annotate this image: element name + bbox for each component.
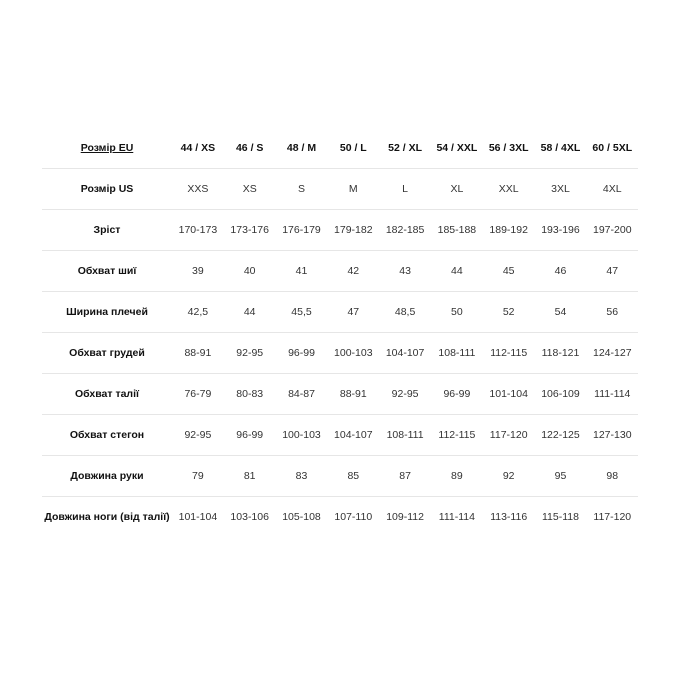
- table-cell: 42,5: [172, 292, 224, 333]
- header-size: 58 / 4XL: [535, 128, 587, 169]
- table-cell: 4XL: [586, 169, 638, 210]
- table-cell: 104-107: [379, 333, 431, 374]
- table-cell: 44: [431, 251, 483, 292]
- table-cell: 107-110: [334, 511, 373, 523]
- table-cell: 185-188: [431, 210, 483, 251]
- table-cell: 95: [535, 456, 587, 497]
- table-cell: 106-109: [535, 374, 587, 415]
- table-row: [42, 497, 638, 538]
- corner-label-eu-size: Розмір EU: [42, 128, 172, 169]
- table-cell: 50: [431, 292, 483, 333]
- table-cell: 117-120: [593, 511, 632, 523]
- table-cell: 47: [586, 251, 638, 292]
- table-cell: 111-114: [438, 511, 475, 523]
- table-cell: 176-179: [276, 210, 328, 251]
- table-cell: 3XL: [535, 169, 587, 210]
- table-cell: XXS: [172, 169, 224, 210]
- table-cell: 76-79: [172, 374, 224, 415]
- table-cell: 108-111: [379, 415, 431, 456]
- table-cell: M: [327, 169, 379, 210]
- table-row: [42, 251, 638, 292]
- table-cell: 173-176: [224, 210, 276, 251]
- table-cell: 89: [431, 456, 483, 497]
- table-cell: 54: [535, 292, 587, 333]
- table-cell: 100-103: [276, 415, 328, 456]
- table-cell: 45,5: [276, 292, 328, 333]
- table-row: [42, 210, 638, 251]
- table-cell: 79: [172, 456, 224, 497]
- table-cell: 96-99: [431, 374, 483, 415]
- table-row: [42, 169, 638, 210]
- table-row: [42, 456, 638, 497]
- table-cell: 108-111: [431, 333, 483, 374]
- table-body: [42, 169, 638, 538]
- table-cell: 45: [483, 251, 535, 292]
- table-cell: 113-116: [490, 511, 528, 523]
- header-size: 48 / M: [276, 128, 328, 169]
- table-cell: 96-99: [224, 415, 276, 456]
- table-row: [42, 292, 638, 333]
- row-label: Обхват грудей: [42, 333, 172, 374]
- table-cell: 92: [483, 456, 535, 497]
- table-cell: 52: [483, 292, 535, 333]
- table-cell: 118-121: [535, 333, 587, 374]
- table-row: [42, 415, 638, 456]
- table-cell: 127-130: [586, 415, 638, 456]
- header-size: 56 / 3XL: [483, 128, 535, 169]
- table-cell: 92-95: [172, 415, 224, 456]
- table-cell: 117-120: [483, 415, 535, 456]
- table-cell: 41: [276, 251, 328, 292]
- table-cell: 193-196: [535, 210, 587, 251]
- table-row: [42, 374, 638, 415]
- row-label: Обхват талії: [42, 374, 172, 415]
- table-cell: 111-114: [586, 374, 638, 415]
- row-label: Довжина ноги (від талії): [44, 511, 170, 523]
- table-cell: 182-185: [379, 210, 431, 251]
- header-size: 46 / S: [224, 128, 276, 169]
- table-cell: 46: [535, 251, 587, 292]
- table-cell: S: [276, 169, 328, 210]
- table-cell: 96-99: [276, 333, 328, 374]
- table-cell: 100-103: [327, 333, 379, 374]
- row-label: Зріст: [42, 210, 172, 251]
- table-cell: 44: [224, 292, 276, 333]
- row-label: Розмір US: [42, 169, 172, 210]
- header-size: 60 / 5XL: [586, 128, 638, 169]
- row-label: Ширина плечей: [42, 292, 172, 333]
- table-cell: 115-118: [541, 511, 579, 523]
- table-cell: 48,5: [379, 292, 431, 333]
- table-cell: 104-107: [327, 415, 379, 456]
- table-cell: 103-106: [230, 511, 269, 523]
- table-cell: 109-112: [386, 511, 424, 523]
- table-cell: 43: [379, 251, 431, 292]
- table-cell: 56: [586, 292, 638, 333]
- table-cell: 124-127: [586, 333, 638, 374]
- table-cell: 112-115: [483, 333, 535, 374]
- table-row: [42, 333, 638, 374]
- table-cell: 98: [586, 456, 638, 497]
- table-cell: 81: [224, 456, 276, 497]
- header-size: 52 / XL: [379, 128, 431, 169]
- table-cell: 112-115: [431, 415, 483, 456]
- table-cell: 101-104: [483, 374, 535, 415]
- table-cell: 122-125: [535, 415, 587, 456]
- table-cell: XL: [431, 169, 483, 210]
- row-label: Обхват стегон: [42, 415, 172, 456]
- table-cell: 42: [327, 251, 379, 292]
- header-size: 50 / L: [327, 128, 379, 169]
- table-cell: XXL: [483, 169, 535, 210]
- table-cell: 170-173: [172, 210, 224, 251]
- table-cell: 197-200: [586, 210, 638, 251]
- table-cell: 83: [276, 456, 328, 497]
- header-row: [42, 128, 638, 169]
- table-cell: 80-83: [224, 374, 276, 415]
- header-size: 54 / XXL: [431, 128, 483, 169]
- table-cell: 92-95: [224, 333, 276, 374]
- table-cell: 85: [327, 456, 379, 497]
- table-cell: 101-104: [178, 511, 218, 523]
- table-cell: 87: [379, 456, 431, 497]
- table-cell: XS: [224, 169, 276, 210]
- row-label: Довжина руки: [42, 456, 172, 497]
- table-cell: 84-87: [276, 374, 328, 415]
- header-size: 44 / XS: [172, 128, 224, 169]
- table-cell: 40: [224, 251, 276, 292]
- table-cell: 39: [172, 251, 224, 292]
- row-label: Обхват шиї: [42, 251, 172, 292]
- table-cell: 92-95: [379, 374, 431, 415]
- table-cell: 189-192: [483, 210, 535, 251]
- table-cell: 105-108: [282, 511, 321, 523]
- table-cell: 88-91: [327, 374, 379, 415]
- table-cell: 88-91: [172, 333, 224, 374]
- table-cell: 47: [327, 292, 379, 333]
- size-chart-table: [42, 128, 638, 537]
- table-cell: 179-182: [327, 210, 379, 251]
- table-cell: L: [379, 169, 431, 210]
